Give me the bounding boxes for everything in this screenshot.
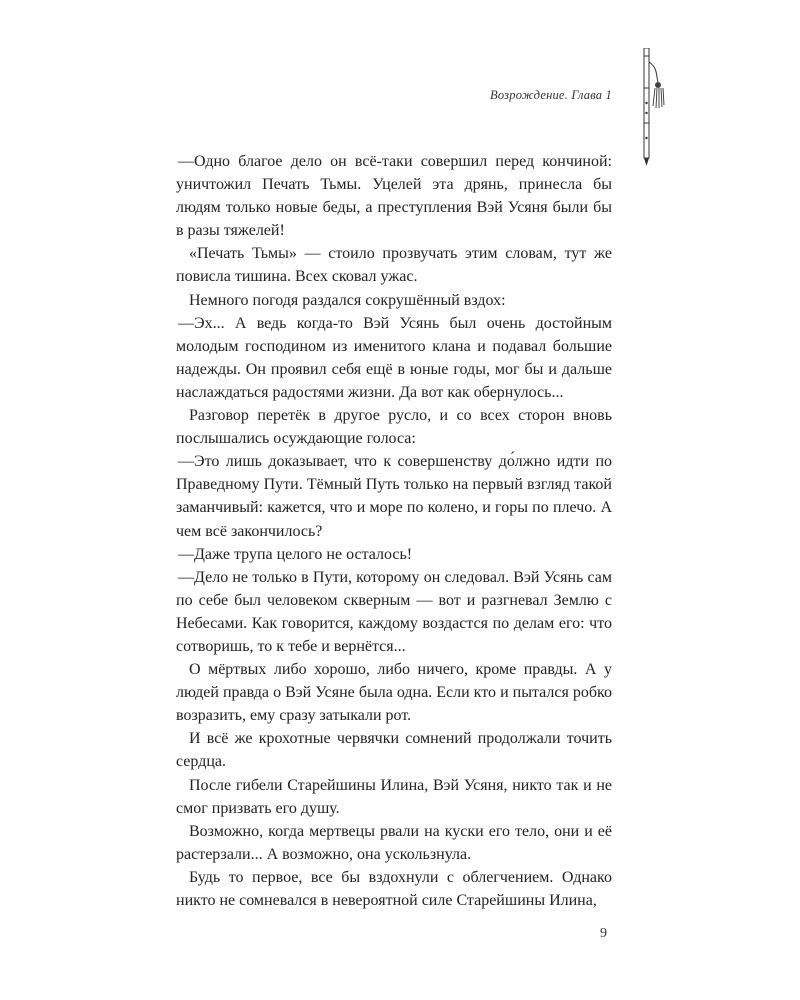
paragraph: И всё же крохотные червячки сомнений продолжали точить сердца.	[176, 730, 612, 771]
paragraph: О мёртвых либо хорошо, либо ничего, кроме правды. А у людей правда о Вэй Усяне была одна. Если кто и пытался робко возразить, ему сразу затыкали рот.	[176, 661, 612, 725]
paragraph: —Даже трупа целого не осталось!	[178, 545, 413, 563]
paragraph: После гибели Старейшины Илина, Вэй Усяня, никто так и не смог призвать его душу.	[176, 776, 612, 817]
paragraph: —Дело не только в Пути, которому он следовал. Вэй Усянь сам по себе был человеком скверным — вот и разгневал Землю с Небесами. Как говорится, каждому воздастся по делам его: что сотворишь, то к тебе и вернётся...	[176, 568, 612, 655]
paragraph: Будь то первое, все бы вздохнули с облегчением. Однако никто не сомневался в невероятной силе Старейшины Илина,	[176, 868, 612, 909]
paragraph: —Одно благое дело он всё-таки совершил перед кончиной: уничтожил Печать Тьмы. Уцелей эта дрянь, принесла бы людям только новые беды, а преступления Вэй Усяня были бы в разы тяжелей!	[176, 153, 612, 240]
paragraph: Возможно, когда мертвецы рвали на куски его тело, они и её растерзали... А возможно, она ускользнула.	[176, 822, 612, 863]
paragraph: —Это лишь доказывает, что к совершенству до́лжно идти по Праведному Пути. Тёмный Путь только на первый взгляд такой заманчивый: кажется, что и море по колено, и горы по плечо. А чем всё закончилось?	[176, 453, 612, 540]
paragraph: «Печать Тьмы» — стоило прозвучать этим словам, тут же повисла тишина. Всех сковал ужас.	[176, 245, 612, 286]
hanging-flute-tassel-icon	[632, 48, 672, 172]
body-text	[176, 150, 612, 912]
paragraph: Разговор перетёк в другое русло, и со всех сторон вновь послышались осуждающие голоса:	[176, 407, 612, 448]
paragraph: —Эх... А ведь когда-то Вэй Усянь был очень достойным молодым господином из именитого клана и подавал большие надежды. Он проявил себя ещё в юные годы, мог бы и дальше наслаждаться радостями жизни. Да вот как обернулось...	[176, 314, 612, 401]
running-header: Возрождение. Глава 1	[490, 88, 612, 102]
page-number: 9	[600, 926, 607, 941]
paragraph: Немного погодя раздался сокрушённый вздох:	[189, 291, 506, 309]
